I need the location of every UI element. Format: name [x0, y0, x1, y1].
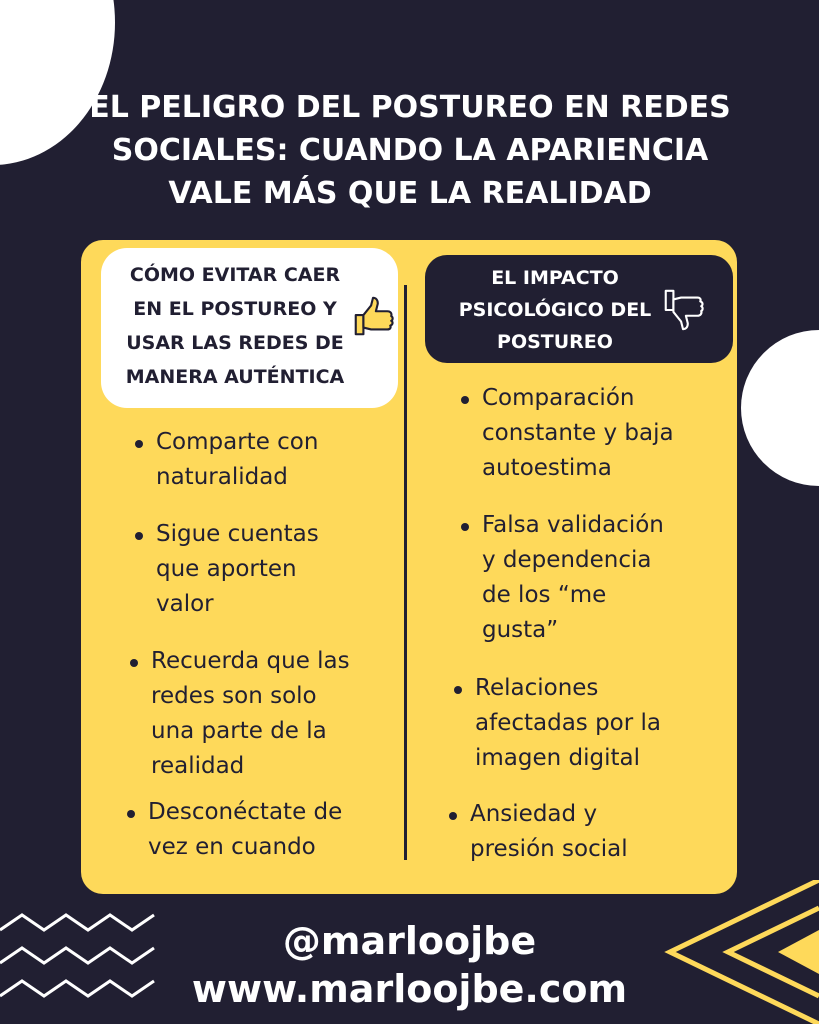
list-item-line: Comparación: [482, 385, 635, 411]
right-heading: [435, 262, 675, 358]
list-item-line: de los “me: [482, 582, 607, 608]
list-item-line: realidad: [151, 753, 245, 779]
bullet-dot: [127, 810, 135, 818]
left-heading-line: USAR LAS REDES DE: [126, 332, 344, 354]
title-line: EL PELIGRO DEL POSTUREO EN REDES: [89, 90, 731, 125]
list-item-line: presión social: [470, 836, 628, 862]
list-item-line: naturalidad: [156, 464, 288, 490]
list-item-line: autoestima: [482, 455, 612, 481]
list-item-line: constante y baja: [482, 420, 674, 446]
list-item-line: una parte de la: [151, 718, 327, 744]
list-item-line: y dependencia: [482, 547, 652, 573]
right-list-item: [475, 671, 661, 776]
title-line: VALE MÁS QUE LA REALIDAD: [168, 176, 652, 211]
bullet-dot: [449, 812, 457, 820]
website-link[interactable]: www.marloojbe.com: [191, 967, 628, 1011]
list-item-line: valor: [156, 591, 214, 617]
title-line: SOCIALES: CUANDO LA APARIENCIA: [111, 133, 709, 168]
left-list-item: [148, 795, 342, 865]
page-title: [60, 86, 760, 215]
decorative-circle-right: [741, 330, 819, 486]
list-item-line: vez en cuando: [148, 834, 316, 860]
left-list-item: [151, 644, 350, 784]
bullet-dot: [461, 396, 469, 404]
list-item-line: que aporten: [156, 556, 297, 582]
right-list-item: [482, 508, 664, 648]
bullet-dot: [130, 659, 138, 667]
list-item-line: Recuerda que las: [151, 648, 350, 674]
list-item-line: Falsa validación: [482, 512, 664, 538]
list-item-line: redes son solo: [151, 683, 317, 709]
right-list-item: [470, 797, 628, 867]
bullet-dot: [135, 532, 143, 540]
left-heading: [112, 258, 358, 394]
right-heading-line: PSICOLÓGICO DEL: [458, 299, 652, 321]
right-heading-line: POSTUREO: [497, 331, 613, 353]
left-list-item: [156, 517, 319, 622]
right-heading-line: EL IMPACTO: [491, 267, 619, 289]
thumbs-up-icon: [350, 294, 396, 340]
list-item-line: Sigue cuentas: [156, 521, 319, 547]
list-item-line: gusta”: [482, 617, 559, 643]
left-heading-line: EN EL POSTUREO Y: [133, 298, 337, 320]
thumbs-down-icon: [660, 287, 706, 333]
list-item-line: Ansiedad y: [470, 801, 598, 827]
bullet-dot: [454, 686, 462, 694]
list-item-line: Relaciones: [475, 675, 599, 701]
bullet-dot: [135, 440, 143, 448]
left-heading-line: MANERA AUTÉNTICA: [125, 366, 345, 388]
list-item-line: afectadas por la: [475, 710, 662, 736]
list-item-line: Desconéctate de: [148, 799, 343, 825]
list-item-line: imagen digital: [475, 745, 641, 771]
left-heading-line: CÓMO EVITAR CAER: [129, 264, 341, 286]
social-handle: @marloojbe: [282, 919, 537, 963]
right-list-item: [482, 381, 674, 486]
left-list-item: [156, 425, 318, 495]
column-divider: [404, 285, 407, 860]
list-item-line: Comparte con: [156, 429, 319, 455]
bullet-dot: [461, 523, 469, 531]
